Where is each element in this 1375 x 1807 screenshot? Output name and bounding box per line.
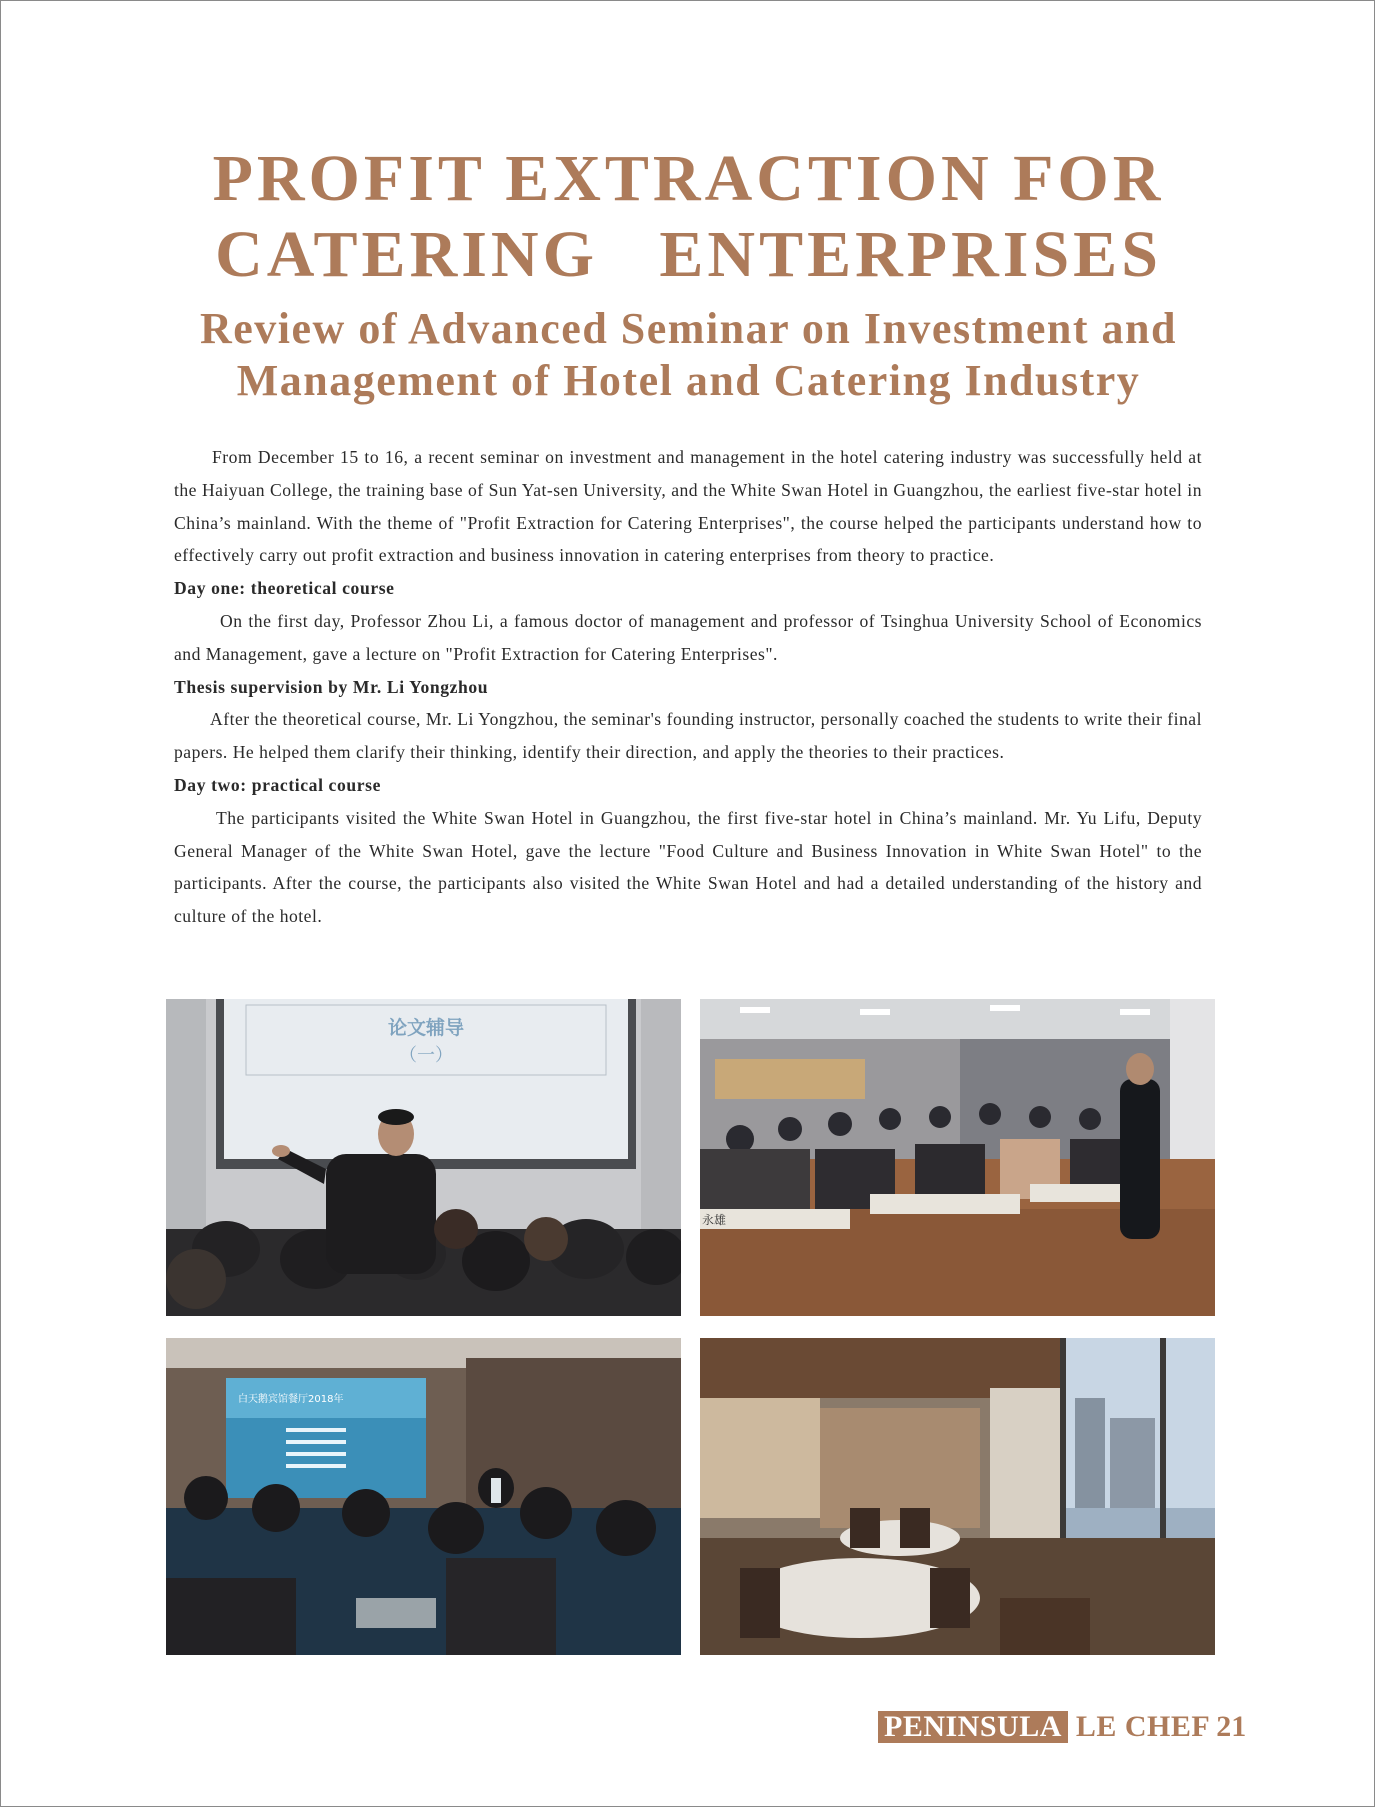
thesis-heading: Thesis supervision by Mr. Li Yongzhou <box>174 676 489 697</box>
photo-restaurant-image <box>700 1338 1215 1655</box>
photo2-name-tag: 永雄 <box>702 1213 727 1227</box>
photo3-slide-title: 白天鹅宾馆餐厅2018年 <box>238 1394 344 1405</box>
intro-paragraph: From December 15 to 16, a recent seminar on investment and management in the hotel catering industry was successfully held at the Haiyuan College, the training base of Sun Yat-sen University, and the White Swan Hotel in Guangzhou, the earliest five-star hotel in China’s mainland. With the theme of "Profit Extraction for Catering Enterprises", the course helped the participants understand how to effectively carry out profit extraction and business innovation in catering enterprises from theory to practice. <box>174 447 1202 566</box>
photo-classroom <box>700 999 1215 1316</box>
photo1-slide-line1: 论文辅导 <box>387 1017 465 1039</box>
photo-lecture-hall <box>166 1338 681 1655</box>
page-number: 21 <box>1216 1710 1247 1743</box>
article-body <box>174 441 1202 933</box>
magazine-brand: PENINSULA <box>878 1711 1068 1743</box>
article-title: PROFIT EXTRACTION FOR CATERING ENTERPRISES <box>212 142 1165 291</box>
photo-lecture-hall-image <box>166 1338 681 1655</box>
day-one-paragraph: On the first day, Professor Zhou Li, a famous doctor of management and professor of Tsinghua University School of Economics and Management, gave a lecture on "Profit Extraction for Catering Enterprises". <box>174 610 1202 664</box>
thesis-paragraph: After the theoretical course, Mr. Li Yongzhou, the seminar's founding instructor, personally coached the students to write their final papers. He helped them clarify their thinking, identify their direction, and apply the theories to their practices. <box>174 709 1202 763</box>
article-subtitle <box>1 303 1375 407</box>
day-one-heading: Day one: theoretical course <box>174 578 395 599</box>
day-two-paragraph: The participants visited the White Swan Hotel in Guangzhou, the first five-star hotel in China’s mainland. Mr. Yu Lifu, Deputy General Manager of the White Swan Hotel, gave the lecture "Food Culture and Business Innovation in White Swan Hotel" to the participants. After the course, the participants also visited the White Swan Hotel and had a detailed understanding of the history and culture of the hotel. <box>174 807 1202 927</box>
photo-restaurant <box>700 1338 1215 1655</box>
page-footer <box>878 1709 1246 1745</box>
photo1-slide-line2: （一） <box>399 1045 453 1066</box>
photo-classroom-image <box>700 999 1215 1316</box>
photo-lecture-thesis-image <box>166 999 681 1316</box>
magazine-brand-rest: LE CHEF <box>1075 1710 1211 1743</box>
subtitle-line-1: Review of Advanced Seminar on Investment and <box>199 304 1177 353</box>
subtitle-line-2: Management of Hotel and Catering Industry <box>236 356 1141 405</box>
photo-lecture-thesis <box>166 999 681 1316</box>
day-two-heading: Day two: practical course <box>174 774 382 795</box>
